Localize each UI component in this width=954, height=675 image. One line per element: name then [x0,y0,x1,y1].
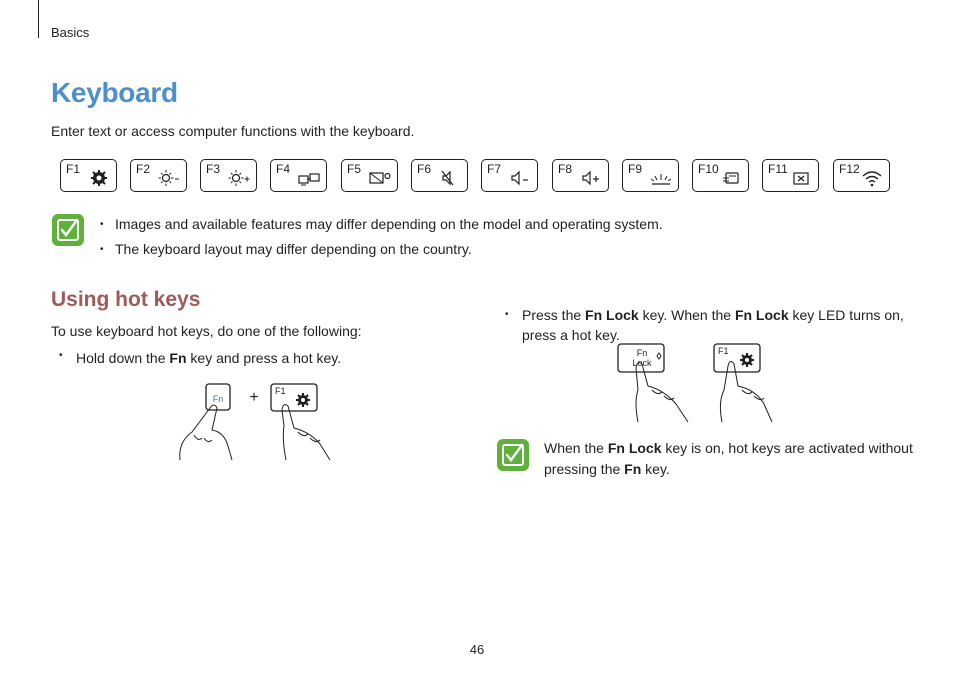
key-label: F1 [66,162,81,176]
key-label: F11 [768,162,788,176]
function-key-f6 [411,159,468,192]
memo-icon [497,439,529,471]
page-title: Keyboard [51,77,178,108]
memo-icon [52,214,84,246]
function-key-f9 [622,159,679,192]
hand-icon [180,405,232,460]
function-key-f3 [200,159,257,192]
hotkeys-intro: To use keyboard hot keys, do one of the following: [51,323,362,339]
function-key-f10 [692,159,749,192]
function-key-f8 [552,159,609,192]
window-icon [790,169,812,187]
display-switch-icon [298,169,320,187]
fn-lock-key-label: Fn [636,348,648,358]
airplane-mode-icon [720,169,742,187]
key-label: F9 [628,162,643,176]
fn-lock-key-label: Lock [632,358,652,368]
key-label: F2 [136,162,151,176]
function-key-f5 [341,159,398,192]
key-label: F7 [487,162,502,176]
fn-lock-note: When the Fn Lock key is on, hot keys are activated without pressing the Fn key. [544,440,913,477]
volume-down-icon [509,169,531,187]
key-label: F8 [558,162,573,176]
wifi-icon [861,169,883,187]
function-key-f1 [60,159,117,192]
settings-icon [740,353,754,367]
function-key-f7 [481,159,538,192]
key-label: F3 [206,162,221,176]
keyboard-backlight-icon [650,169,672,187]
section-label: Basics [51,25,90,40]
intro-text: Enter text or access computer functions with the keyboard. [51,123,415,139]
touchpad-toggle-icon [369,169,391,187]
fn-plus-f1-illustration [170,380,340,465]
hand-icon [282,405,330,460]
f1-key-label: F1 [275,386,286,396]
section-rule [38,0,39,38]
f1-key-label: F1 [718,346,729,356]
function-key-f12 [833,159,890,192]
brightness-down-icon [158,169,180,187]
key-label: F10 [698,162,719,176]
function-key-f4 [270,159,327,192]
plus-sign: + [249,389,259,406]
function-key-f11 [762,159,819,192]
section-title: Using hot keys [51,288,201,311]
list-item: • The keyboard layout may differ depending on the country. [100,237,663,262]
fn-lock-illustration [612,340,782,425]
function-key-f2 [130,159,187,192]
settings-icon [296,393,310,407]
note-list [100,212,663,262]
fn-key-label: Fn [212,394,224,404]
hotkey-option-1: • Hold down the Fn key and press a hot key. [51,350,954,366]
brightness-up-icon [228,169,250,187]
function-key-row [60,159,900,195]
mute-icon [439,169,461,187]
key-label: F6 [417,162,432,176]
hotkey-option-2: • Press the Fn Lock key. When the Fn Lock key LED turns on, press a hot key. [497,305,922,345]
page-number: 46 [469,642,485,657]
volume-up-icon [580,169,602,187]
key-label: F12 [839,162,860,176]
settings-icon [88,169,110,187]
key-label: F4 [276,162,291,176]
list-item: • Images and available features may differ depending on the model and operating system. [100,212,663,237]
key-label: F5 [347,162,362,176]
